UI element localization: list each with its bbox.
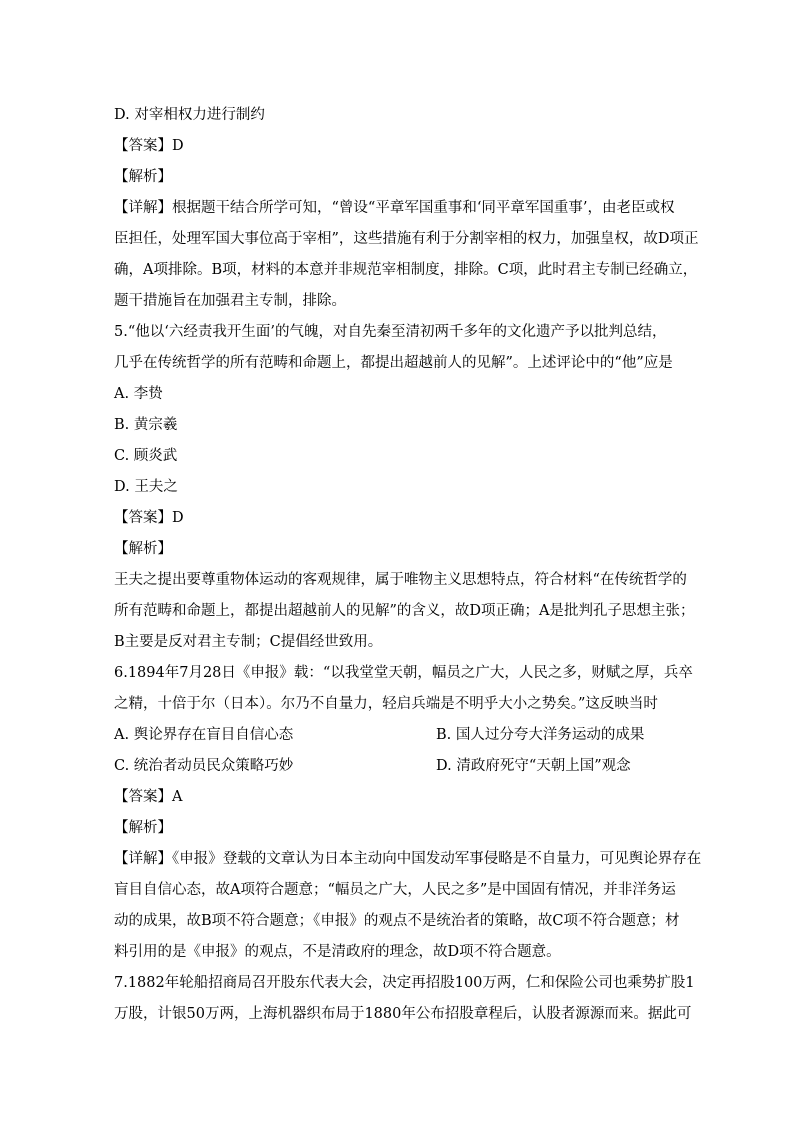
q5-option-c: C. 顾炎武 xyxy=(114,448,178,464)
q5-analysis-line: B主要是反对君主专制；C提倡经世致用。 xyxy=(114,634,383,650)
q6-options-row xyxy=(114,751,684,782)
q4-option-d: D. 对宰相权力进行制约 xyxy=(114,107,265,123)
q5-stem-line: 几乎在传统哲学的所有范畴和命题上，都提出超越前人的见解”。上述评论中的“他”应是 xyxy=(114,355,673,371)
q6-option-a: A. 舆论界存在盲目自信心态 xyxy=(114,727,294,743)
q5-analysis-label: 【解析】 xyxy=(114,541,172,557)
q6-option-d: D. 清政府死守“天朝上国”观念 xyxy=(436,758,631,774)
q4-detail-line: 【详解】根据题干结合所学可知，“曾设“平章军国重事和‘同平章军国重事’，由老臣或权 xyxy=(114,200,675,216)
document-page xyxy=(114,100,702,1030)
q7-stem-line: 7.1882年轮船招商局召开股东代表大会，决定再招股100万两，仁和保险公司也乘势扩股1 xyxy=(114,975,695,991)
q6-detail-line: 料引用的是《申报》的观点，不是清政府的理念，故D项不符合题意。 xyxy=(114,944,561,960)
q6-stem-line: 6.1894年7月28日《申报》载：“以我堂堂天朝，幅员之广大，人民之多，财赋之厚，兵卒 xyxy=(114,665,693,681)
q6-stem-line: 之精，十倍于尔（日本）。尔乃不自量力，轻启兵端是不明乎大小之势矣。”这反映当时 xyxy=(114,696,658,712)
q4-detail-line: 确，A项排除。B项，材料的本意并非规范宰相制度，排除。C项，此时君主专制已经确立， xyxy=(114,262,698,278)
q4-detail-line: 题干措施旨在加强君主专制，排除。 xyxy=(114,293,346,309)
q5-answer: 【答案】D xyxy=(114,510,184,526)
q6-analysis-label: 【解析】 xyxy=(114,820,172,836)
q5-analysis-line: 所有范畴和命题上，都提出超越前人的见解”的含义，故D项正确；A是批判孔子思想主张； xyxy=(114,603,695,619)
q5-option-b: B. 黄宗羲 xyxy=(114,417,178,433)
q5-option-d: D. 王夫之 xyxy=(114,479,178,495)
q6-option-b: B. 国人过分夸大洋务运动的成果 xyxy=(436,727,645,743)
q6-detail-line: 盲目自信心态，故A项符合题意；“幅员之广大，人民之多”是中国固有情况，并非洋务运 xyxy=(114,882,676,898)
q4-detail-line: 臣担任，处理军国大事位高于宰相”，这些措施有利于分割宰相的权力，加强皇权，故D项正 xyxy=(114,231,699,247)
q5-analysis-line: 王夫之提出要尊重物体运动的客观规律，属于唯物主义思想特点，符合材料“在传统哲学的 xyxy=(114,572,687,588)
q6-options-row xyxy=(114,720,684,751)
q7-stem-line: 万股，计银50万两，上海机器织布局于1880年公布招股章程后，认股者源源而来。据此可 xyxy=(114,1006,692,1022)
q6-answer: 【答案】A xyxy=(114,789,183,805)
q5-option-a: A. 李贽 xyxy=(114,386,163,402)
q4-answer: 【答案】D xyxy=(114,138,184,154)
q6-option-c: C. 统治者动员民众策略巧妙 xyxy=(114,758,294,774)
q6-detail-line: 【详解】《申报》登载的文章认为日本主动向中国发动军事侵略是不自量力，可见舆论界存在 xyxy=(114,851,702,867)
q4-analysis-label: 【解析】 xyxy=(114,169,172,185)
q5-stem-line: 5.“他以‘六经责我开生面’的气魄，对自先秦至清初两千多年的文化遗产予以批判总结， xyxy=(114,324,667,340)
q6-detail-line: 动的成果，故B项不符合题意；《申报》的观点不是统治者的策略，故C项不符合题意；材 xyxy=(114,913,680,929)
